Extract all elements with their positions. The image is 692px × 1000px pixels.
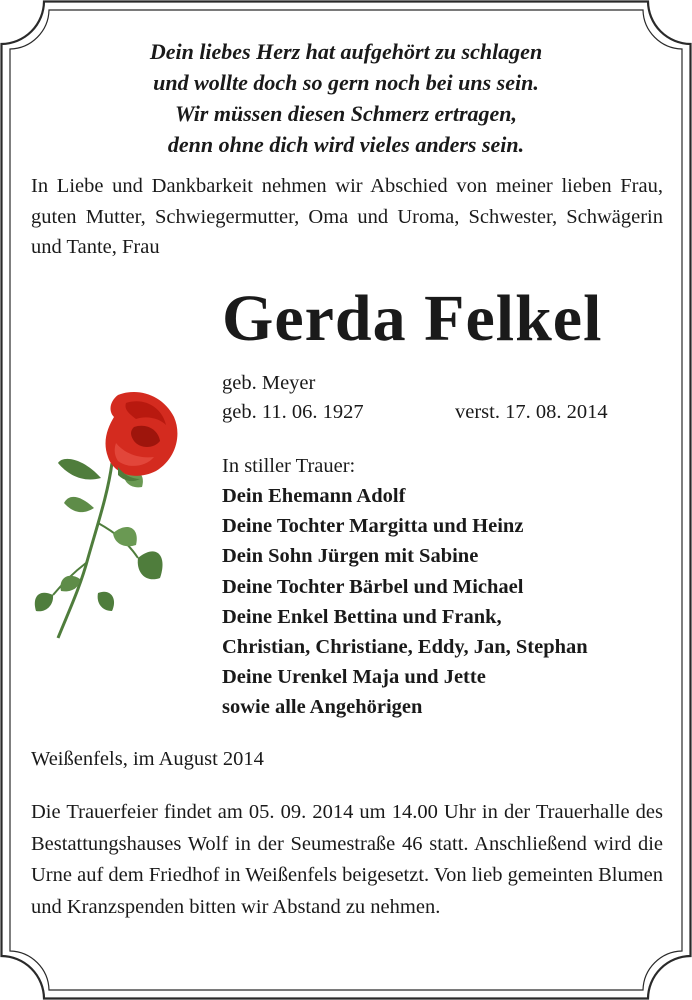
mourners-list [222,481,588,723]
deceased-name: Gerda Felkel [222,282,603,355]
place-and-date: Weißenfels, im August 2014 [31,748,264,770]
mourner-line: Christian, Christiane, Eddy, Jan, Stephan [222,636,588,659]
poem-line: Wir müssen diesen Schmerz ertragen, [174,101,518,126]
mourner-line: Dein Ehemann Adolf [222,485,406,507]
mourner-line: Dein Sohn Jürgen mit Sabine [222,545,479,568]
birth-date: geb. 11. 06. 1927 [222,401,364,423]
mourners-label: In stiller Trauer: [222,455,356,477]
mourner-line: Deine Enkel Bettina und Frank, [222,605,502,628]
farewell-intro: In Liebe und Dankbarkeit nehmen wir Abschied von meiner lieben Frau, guten Mutter, Schwiegermutter, Oma und Uroma, Schwester, Schwägerin und Tante, Frau [31,175,663,258]
death-date: verst. 17. 08. 2014 [455,401,608,423]
mourner-line: Deine Tochter Bärbel und Michael [222,575,524,598]
mourner-line: sowie alle Angehörigen [222,696,423,719]
rose-illustration [28,383,186,645]
mourner-line: Deine Tochter Margitta und Heinz [222,515,524,538]
poem-line: Dein liebes Herz hat aufgehört zu schlagen [149,39,543,64]
funeral-service-info: Die Trauerfeier findet am 05. 09. 2014 um 14.00 Uhr in der Trauerhalle des Bestattungshauses Wolf in der Seumestraße 46 statt. Anschließend wird die Urne auf dem Friedhof in Weißenfels beigesetzt. Von lieb gemeinten Blumen und Kranzspenden bitten wir Abstand zu nehmen. [31,801,663,918]
memorial-poem [60,36,632,160]
poem-line: denn ohne dich wird vieles anders sein. [167,132,525,157]
mourner-line: Deine Urenkel Maja und Jette [222,666,486,689]
birth-name: geb. Meyer [222,372,316,394]
poem-line: und wollte doch so gern noch bei uns sein. [153,70,539,95]
